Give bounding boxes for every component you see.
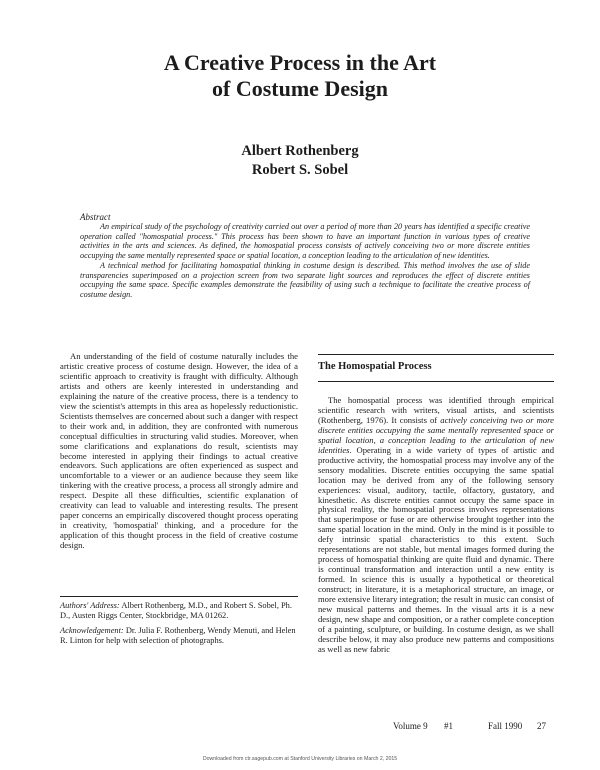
footer-volume: Volume 9	[393, 721, 428, 731]
acknowledgement	[60, 626, 298, 646]
abstract-paragraph-1: An empirical study of the psychology of creativity carried out over a period of more than 20 years has identified a specific creative operation called "homospatial process." This process has been shown to have an important function in various types of creative activities in the arts and sciences. As defined, the homospatial process consists of actively conceiving two or more discrete entities occupying the same mentally represented space or spatial location, a conception leading to the articulation of new identities.	[80, 222, 530, 261]
section-top-rule	[318, 354, 554, 355]
section-heading: The Homospatial Process	[318, 361, 432, 372]
intro-paragraph: An understanding of the field of costume naturally includes the artistic creative process of costume design. However, the idea of a scientific approach to creativity is fraught with difficulty. Although artists and others are keenly interested in understanding and explaining the nature of the creative process, there is a tendency to view the scientist's attempts in this area as hopelessly reductionistic. Scientists themselves are concerned about such a danger with respect to their work and, in addition, they are confronted with numerous conceptual difficulties in structuring valid studies. Moreover, when some clarifications and explanations do result, scientists may become interested in applying their findings to actual creative endeavors. Such applications are often experienced as suspect and uncomfortable to a viewer or an audience because they seem like tinkering with the creative process, a process all strongly admire and respect. Despite all these difficulties, scientific explanation of creativity can lead to valuable and interesting results. The present paper concerns an empirically discovered thought process operating in creativity, 'homospatial' thinking, and a procedure for the application of this thought process in the field of creative costume design.	[60, 351, 298, 551]
abstract	[80, 222, 530, 300]
author-2: Robert S. Sobel	[251, 162, 349, 178]
right-column	[318, 396, 554, 655]
footer-number: #1	[444, 721, 453, 731]
article-title	[0, 50, 600, 102]
notes-divider	[60, 596, 298, 597]
author-1: Albert Rothenberg	[241, 143, 359, 159]
homospatial-text-start: The homospatial process was identified through empirical scientific research with writers, visual artists, and scientists (Rothenberg, 1976). It consists of	[318, 395, 554, 425]
page-number: 27	[537, 721, 546, 731]
acknowledgement-label: Acknowledgement:	[60, 626, 124, 635]
address-label: Authors' Address:	[60, 601, 120, 610]
title-line-1: A Creative Process in the Art	[163, 50, 437, 75]
authors-address	[60, 601, 298, 621]
download-notice: Downloaded from ctr.sagepub.com at Stanford University Libraries on March 2, 2015	[202, 756, 398, 762]
footer-season: Fall 1990	[488, 721, 523, 731]
homospatial-paragraph	[318, 396, 554, 655]
homospatial-definition: actively conceiving two or more discrete entities occupying the same mentally represented space or spatial location, a conception leading to the articulation of new identities	[318, 414, 554, 455]
author-list	[0, 142, 600, 180]
address-text: Albert Rothenberg, M.D., and Robert S. Sobel, Ph. D., Austen Riggs Center, Stockbridge, MA 01262.	[60, 601, 292, 620]
homospatial-text-end: . Operating in a wide variety of types of artistic and productive activity, the homospatial process may involve any of the sensory modalities. Discrete entities occupying the same spatial location may be derived from any of the following sensory experiences: visual, auditory, tactile, olfactory, gustatory, and kinesthetic. As discrete entities cannot occupy the same space in physical reality, the homospatial process involves representations that superimpose or fuse or are otherwise brought together into the same spatial location in the mind. Only in the mind is it possible to defy intrinsic spatial characteristics to this extent. Such representations are not stable, but mental images formed during the process of homospatial thinking are quite fluid and dynamic. There is continual transformation and interaction until a new entity is formed. In science this is usually a hypothetical or theoretical construct; in literature, it is a metaphorical structure, an image, or more extensive literary integration; the result in music can consist of new musical patterns and themes. In the visual arts it is a new design, new shape and composition, or a rather complete conception of a painting, sculpture, or building. In costume design, as we shall describe below, it may also produce new patterns and compositions as well as new fabric	[318, 444, 554, 654]
title-line-2: of Costume Design	[212, 76, 388, 101]
abstract-paragraph-2: A technical method for facilitating homospatial thinking in costume design is described. This method involves the use of slide transparencies superimposed on a projection screen from two separate light sources and reproduces the effect of discrete entities occupying the same space. Specific examples demonstrate the feasibility of using such a technique to facilitate the creative process of costume design.	[80, 260, 530, 299]
acknowledgement-text: Dr. Julia F. Rothenberg, Wendy Menuti, and Helen R. Linton for help with selection of photographs.	[60, 626, 296, 645]
section-bottom-rule	[318, 381, 554, 382]
left-column	[60, 352, 298, 551]
abstract-heading: Abstract	[80, 212, 111, 222]
